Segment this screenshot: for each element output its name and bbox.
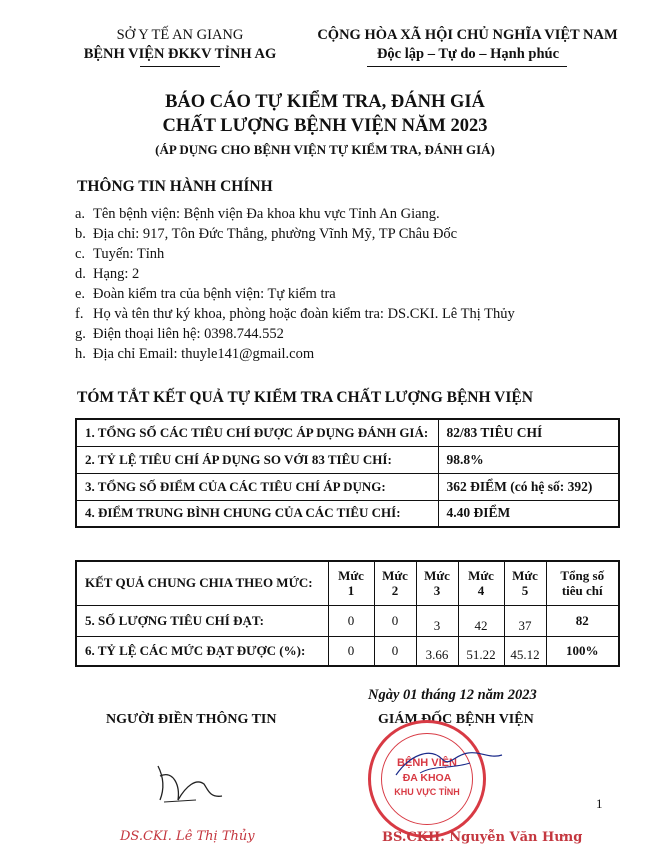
table-cell: 82 (546, 605, 619, 636)
table-cell: 45.12 (504, 636, 546, 666)
table-row (76, 473, 619, 500)
admin-heading: THÔNG TIN HÀNH CHÍNH (77, 178, 273, 195)
summary-value: 362 ĐIỂM (có hệ số: 392) (438, 473, 619, 500)
level-column-header: Mức 5 (504, 561, 546, 605)
table-cell: 37 (504, 605, 546, 636)
table-row (76, 636, 619, 666)
admin-item: h. Địa chỉ Email: thuyle141@gmail.com (75, 346, 315, 362)
total-column-header: Tổng số tiêu chí (546, 561, 619, 605)
level-column-header: Mức 1 (328, 561, 374, 605)
summary-value: 82/83 TIÊU CHÍ (438, 419, 619, 446)
national-motto: Độc lập – Tự do – Hạnh phúc (376, 46, 560, 62)
admin-item: a. Tên bệnh viện: Bệnh viện Đa khoa khu vực Tỉnh An Giang. (75, 206, 440, 222)
left-signature (150, 756, 230, 816)
left-signer-name: DS.CKI. Lê Thị Thủy (120, 829, 255, 844)
level-column-header: Mức 4 (458, 561, 504, 605)
table-cell: 3.66 (416, 636, 458, 666)
admin-item: f. Họ và tên thư ký khoa, phòng hoặc đoàn kiểm tra: DS.CKI. Lê Thị Thủy (75, 306, 515, 322)
summary-table (75, 418, 620, 528)
admin-item: b. Địa chỉ: 917, Tôn Đức Thắng, phường Vĩnh Mỹ, TP Châu Đốc (75, 226, 458, 242)
page-number: 1 (596, 796, 603, 811)
summary-label: 4. ĐIỂM TRUNG BÌNH CHUNG CỦA CÁC TIÊU CHÍ: (76, 500, 438, 527)
summary-heading: TÓM TẮT KẾT QUẢ TỰ KIỂM TRA CHẤT LƯỢNG BỆNH VIỆN (77, 389, 533, 406)
summary-label: 2. TỶ LỆ TIÊU CHÍ ÁP DỤNG SO VỚI 83 TIÊU CHÍ: (76, 446, 438, 473)
table-row (76, 446, 619, 473)
summary-value: 4.40 ĐIỂM (438, 500, 619, 527)
right-signer-name: BS.CKII. Nguyễn Văn Hưng (382, 830, 583, 845)
hospital-stamp: BỆNH VIỆN ĐA KHOA KHU VỰC TỈNH (368, 720, 486, 838)
admin-item: g. Điện thoại liên hệ: 0398.744.552 (75, 326, 284, 342)
right-signature (390, 735, 510, 795)
table-cell: 0 (328, 636, 374, 666)
table-cell: 51.22 (458, 636, 504, 666)
row-label: 6. TỶ LỆ CÁC MỨC ĐẠT ĐƯỢC (%): (76, 636, 328, 666)
hospital-name: BỆNH VIỆN ĐKKV TỈNH AG (83, 46, 277, 62)
header-left-underline (140, 66, 220, 67)
table-cell: 0 (374, 636, 416, 666)
summary-label: 3. TỔNG SỐ ĐIỂM CỦA CÁC TIÊU CHÍ ÁP DỤNG: (76, 473, 438, 500)
levels-table (75, 560, 620, 667)
table-header-row (76, 561, 619, 605)
levels-header-label: KẾT QUẢ CHUNG CHIA THEO MỨC: (76, 561, 328, 605)
header-right-underline (367, 66, 567, 67)
level-column-header: Mức 2 (374, 561, 416, 605)
admin-item: e. Đoàn kiểm tra của bệnh viện: Tự kiểm tra (75, 286, 336, 302)
admin-item: d. Hạng: 2 (75, 266, 140, 282)
admin-list (75, 204, 515, 364)
table-cell: 0 (328, 605, 374, 636)
agency-name: SỞ Y TẾ AN GIANG (116, 27, 244, 43)
table-row (76, 419, 619, 446)
sign-date: Ngày 01 tháng 12 năm 2023 (368, 687, 537, 703)
left-signer-title: NGƯỜI ĐIỀN THÔNG TIN (106, 712, 277, 727)
national-title: CỘNG HÒA XÃ HỘI CHỦ NGHĨA VIỆT NAM (317, 27, 618, 43)
table-row (76, 500, 619, 527)
level-column-header: Mức 3 (416, 561, 458, 605)
table-cell: 3 (416, 605, 458, 636)
table-cell: 42 (458, 605, 504, 636)
right-signer-title: GIÁM ĐỐC BỆNH VIỆN (378, 712, 534, 727)
summary-label: 1. TỔNG SỐ CÁC TIÊU CHÍ ĐƯỢC ÁP DỤNG ĐÁNH GIÁ: (76, 419, 438, 446)
table-cell: 100% (546, 636, 619, 666)
summary-value: 98.8% (438, 446, 619, 473)
admin-item: c. Tuyến: Tỉnh (75, 246, 165, 262)
row-label: 5. SỐ LƯỢNG TIÊU CHÍ ĐẠT: (76, 605, 328, 636)
table-row (76, 605, 619, 636)
report-title-line2: CHẤT LƯỢNG BỆNH VIỆN NĂM 2023 (162, 116, 488, 136)
report-subtitle: (ÁP DỤNG CHO BỆNH VIỆN TỰ KIỂM TRA, ĐÁNH GIÁ) (155, 142, 495, 157)
report-title-line1: BÁO CÁO TỰ KIỂM TRA, ĐÁNH GIÁ (165, 92, 485, 112)
table-cell: 0 (374, 605, 416, 636)
